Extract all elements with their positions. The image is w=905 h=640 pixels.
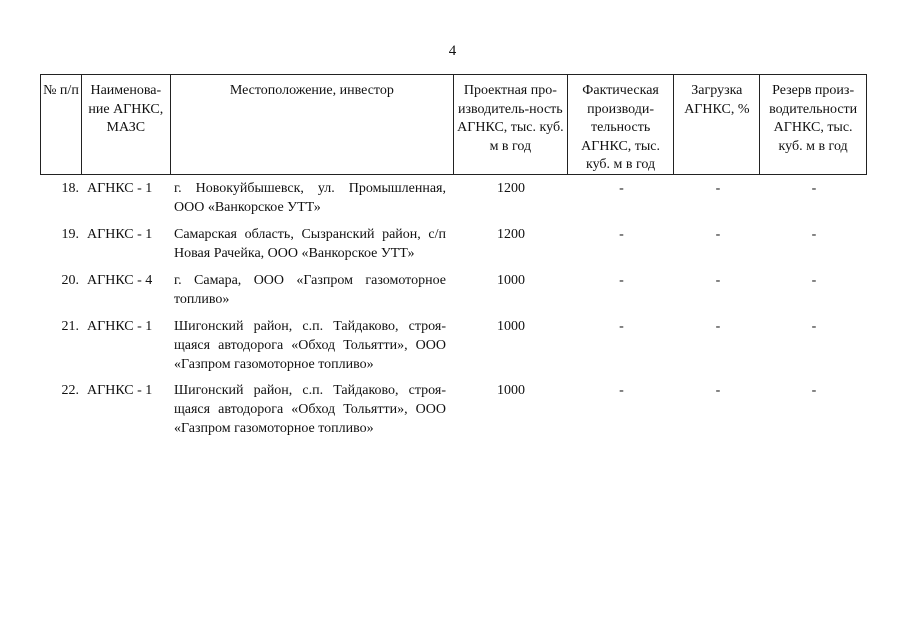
row-reserve: - bbox=[811, 227, 817, 242]
row-reserve: - bbox=[811, 181, 817, 196]
table-row bbox=[40, 271, 867, 317]
table-row bbox=[40, 381, 867, 445]
header-name: Наименова-ние АГНКС, МАЗС bbox=[82, 75, 171, 174]
row-actual-capacity: - bbox=[619, 181, 624, 196]
row-design-capacity: 1000 bbox=[497, 383, 525, 398]
row-load: - bbox=[715, 227, 721, 242]
row-load: - bbox=[715, 273, 721, 288]
row-actual-capacity: - bbox=[619, 383, 624, 398]
row-reserve: - bbox=[811, 383, 817, 398]
row-location: Самарская область, Сызранский район, с/п Новая Рачейка, ООО «Ванкорское УТТ» bbox=[174, 227, 446, 261]
row-name: АГНКС - 4 bbox=[87, 273, 153, 288]
row-number: 22. bbox=[61, 383, 79, 398]
header-actual-capacity: Фактическая производи-тельность АГНКС, тыс. куб. м в год bbox=[568, 75, 675, 174]
row-location: г. Новокуйбышевск, ул. Промышленная, ООО «Ванкорское УТТ» bbox=[174, 181, 446, 215]
table-body bbox=[40, 179, 867, 445]
row-reserve: - bbox=[811, 319, 817, 334]
agnks-table bbox=[40, 74, 867, 445]
header-load: Загрузка АГНКС, % bbox=[674, 75, 760, 174]
table-row bbox=[40, 179, 867, 225]
row-name: АГНКС - 1 bbox=[87, 181, 153, 196]
row-location: Шигонский район, с.п. Тайдаково, строя-щаяся автодорога «Обход Тольятти», ООО «Газпром газомоторное топливо» bbox=[174, 319, 446, 372]
row-reserve: - bbox=[811, 273, 817, 288]
row-location: Шигонский район, с.п. Тайдаково, строя-щаяся автодорога «Обход Тольятти», ООО «Газпром газомоторное топливо» bbox=[174, 383, 446, 436]
header-location: Местоположение, инвестор bbox=[171, 75, 454, 174]
row-name: АГНКС - 1 bbox=[87, 383, 153, 398]
row-number: 20. bbox=[61, 273, 79, 288]
row-design-capacity: 1000 bbox=[497, 273, 525, 288]
row-number: 18. bbox=[61, 181, 79, 196]
header-reserve: Резерв произ-водительности АГНКС, тыс. куб. м в год bbox=[769, 83, 858, 154]
row-design-capacity: 1200 bbox=[497, 227, 525, 242]
row-design-capacity: 1000 bbox=[497, 319, 525, 334]
header-design-capacity: Проектная про-изводитель-ность АГНКС, тыс. куб. м в год bbox=[454, 75, 568, 174]
row-number: 19. bbox=[61, 227, 79, 242]
row-number: 21. bbox=[61, 319, 79, 334]
row-load: - bbox=[715, 319, 721, 334]
row-load: - bbox=[715, 181, 721, 196]
row-design-capacity: 1200 bbox=[497, 181, 525, 196]
row-name: АГНКС - 1 bbox=[87, 319, 153, 334]
page-number: 4 bbox=[448, 43, 457, 59]
row-name: АГНКС - 1 bbox=[87, 227, 153, 242]
row-actual-capacity: - bbox=[619, 273, 624, 288]
row-load: - bbox=[715, 383, 721, 398]
table-row bbox=[40, 317, 867, 381]
table-row bbox=[40, 225, 867, 271]
table-header bbox=[40, 74, 867, 175]
row-location: г. Самара, ООО «Газпром газомоторное топливо» bbox=[174, 273, 446, 307]
row-actual-capacity: - bbox=[619, 319, 624, 334]
header-number: № п/п bbox=[41, 75, 82, 174]
row-actual-capacity: - bbox=[619, 227, 624, 242]
